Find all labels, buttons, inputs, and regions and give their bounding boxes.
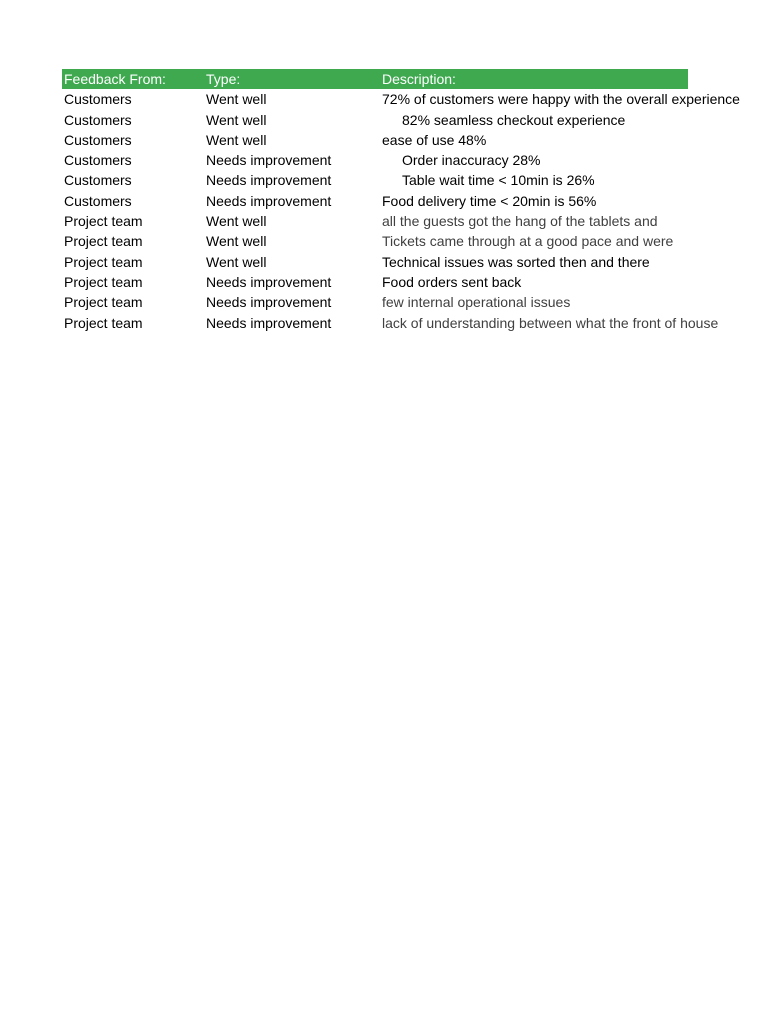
cell-feedback-from: Project team <box>64 294 143 311</box>
cell-feedback-from: Project team <box>64 213 143 230</box>
cell-description: lack of understanding between what the front of house <box>382 314 719 331</box>
cell-feedback-from: Project team <box>64 273 143 290</box>
cell-type: Went well <box>206 233 267 250</box>
cell-type: Needs improvement <box>206 314 332 331</box>
table-row <box>62 211 688 231</box>
cell-type: Needs improvement <box>206 172 332 189</box>
header-type: Type: <box>206 71 241 87</box>
table-row <box>62 313 719 333</box>
cell-feedback-from: Customers <box>64 111 132 128</box>
table-row <box>62 150 688 170</box>
cell-feedback-from: Project team <box>64 253 143 270</box>
cell-description: Technical issues was sorted then and there <box>382 253 650 270</box>
table-header <box>62 69 688 89</box>
table-row <box>62 89 740 109</box>
cell-type: Needs improvement <box>206 192 332 209</box>
table-row <box>62 292 688 312</box>
cell-description: all the guests got the hang of the tablets and <box>382 213 658 230</box>
cell-feedback-from: Customers <box>64 131 132 148</box>
cell-type: Needs improvement <box>206 273 332 290</box>
cell-description: Food delivery time < 20min is 56% <box>382 192 597 209</box>
cell-feedback-from: Project team <box>64 233 143 250</box>
table-row <box>62 130 688 150</box>
cell-type: Went well <box>206 253 267 270</box>
cell-description: few internal operational issues <box>382 294 571 311</box>
table-row <box>62 231 688 251</box>
table-row <box>62 170 688 190</box>
cell-description: 82% seamless checkout experience <box>402 111 626 128</box>
cell-description: Table wait time < 10min is 26% <box>402 172 595 189</box>
cell-feedback-from: Customers <box>64 91 132 108</box>
cell-description: ease of use 48% <box>382 131 487 148</box>
cell-type: Went well <box>206 213 267 230</box>
cell-type: Needs improvement <box>206 152 332 169</box>
cell-type: Went well <box>206 111 267 128</box>
cell-type: Went well <box>206 91 267 108</box>
cell-type: Needs improvement <box>206 294 332 311</box>
cell-type: Went well <box>206 131 267 148</box>
cell-description: Order inaccuracy 28% <box>402 152 541 169</box>
table-row <box>62 191 688 211</box>
feedback-table <box>62 69 740 333</box>
cell-feedback-from: Customers <box>64 172 132 189</box>
cell-description: Tickets came through at a good pace and were <box>382 233 674 250</box>
cell-description: 72% of customers were happy with the overall experience <box>382 91 740 108</box>
table-row <box>62 272 688 292</box>
table-row <box>62 110 688 130</box>
header-feedback-from: Feedback From: <box>64 71 166 87</box>
cell-feedback-from: Customers <box>64 152 132 169</box>
cell-description: Food orders sent back <box>382 273 522 290</box>
header-description: Description: <box>382 71 456 87</box>
table-row <box>62 252 688 272</box>
cell-feedback-from: Customers <box>64 192 132 209</box>
cell-feedback-from: Project team <box>64 314 143 331</box>
